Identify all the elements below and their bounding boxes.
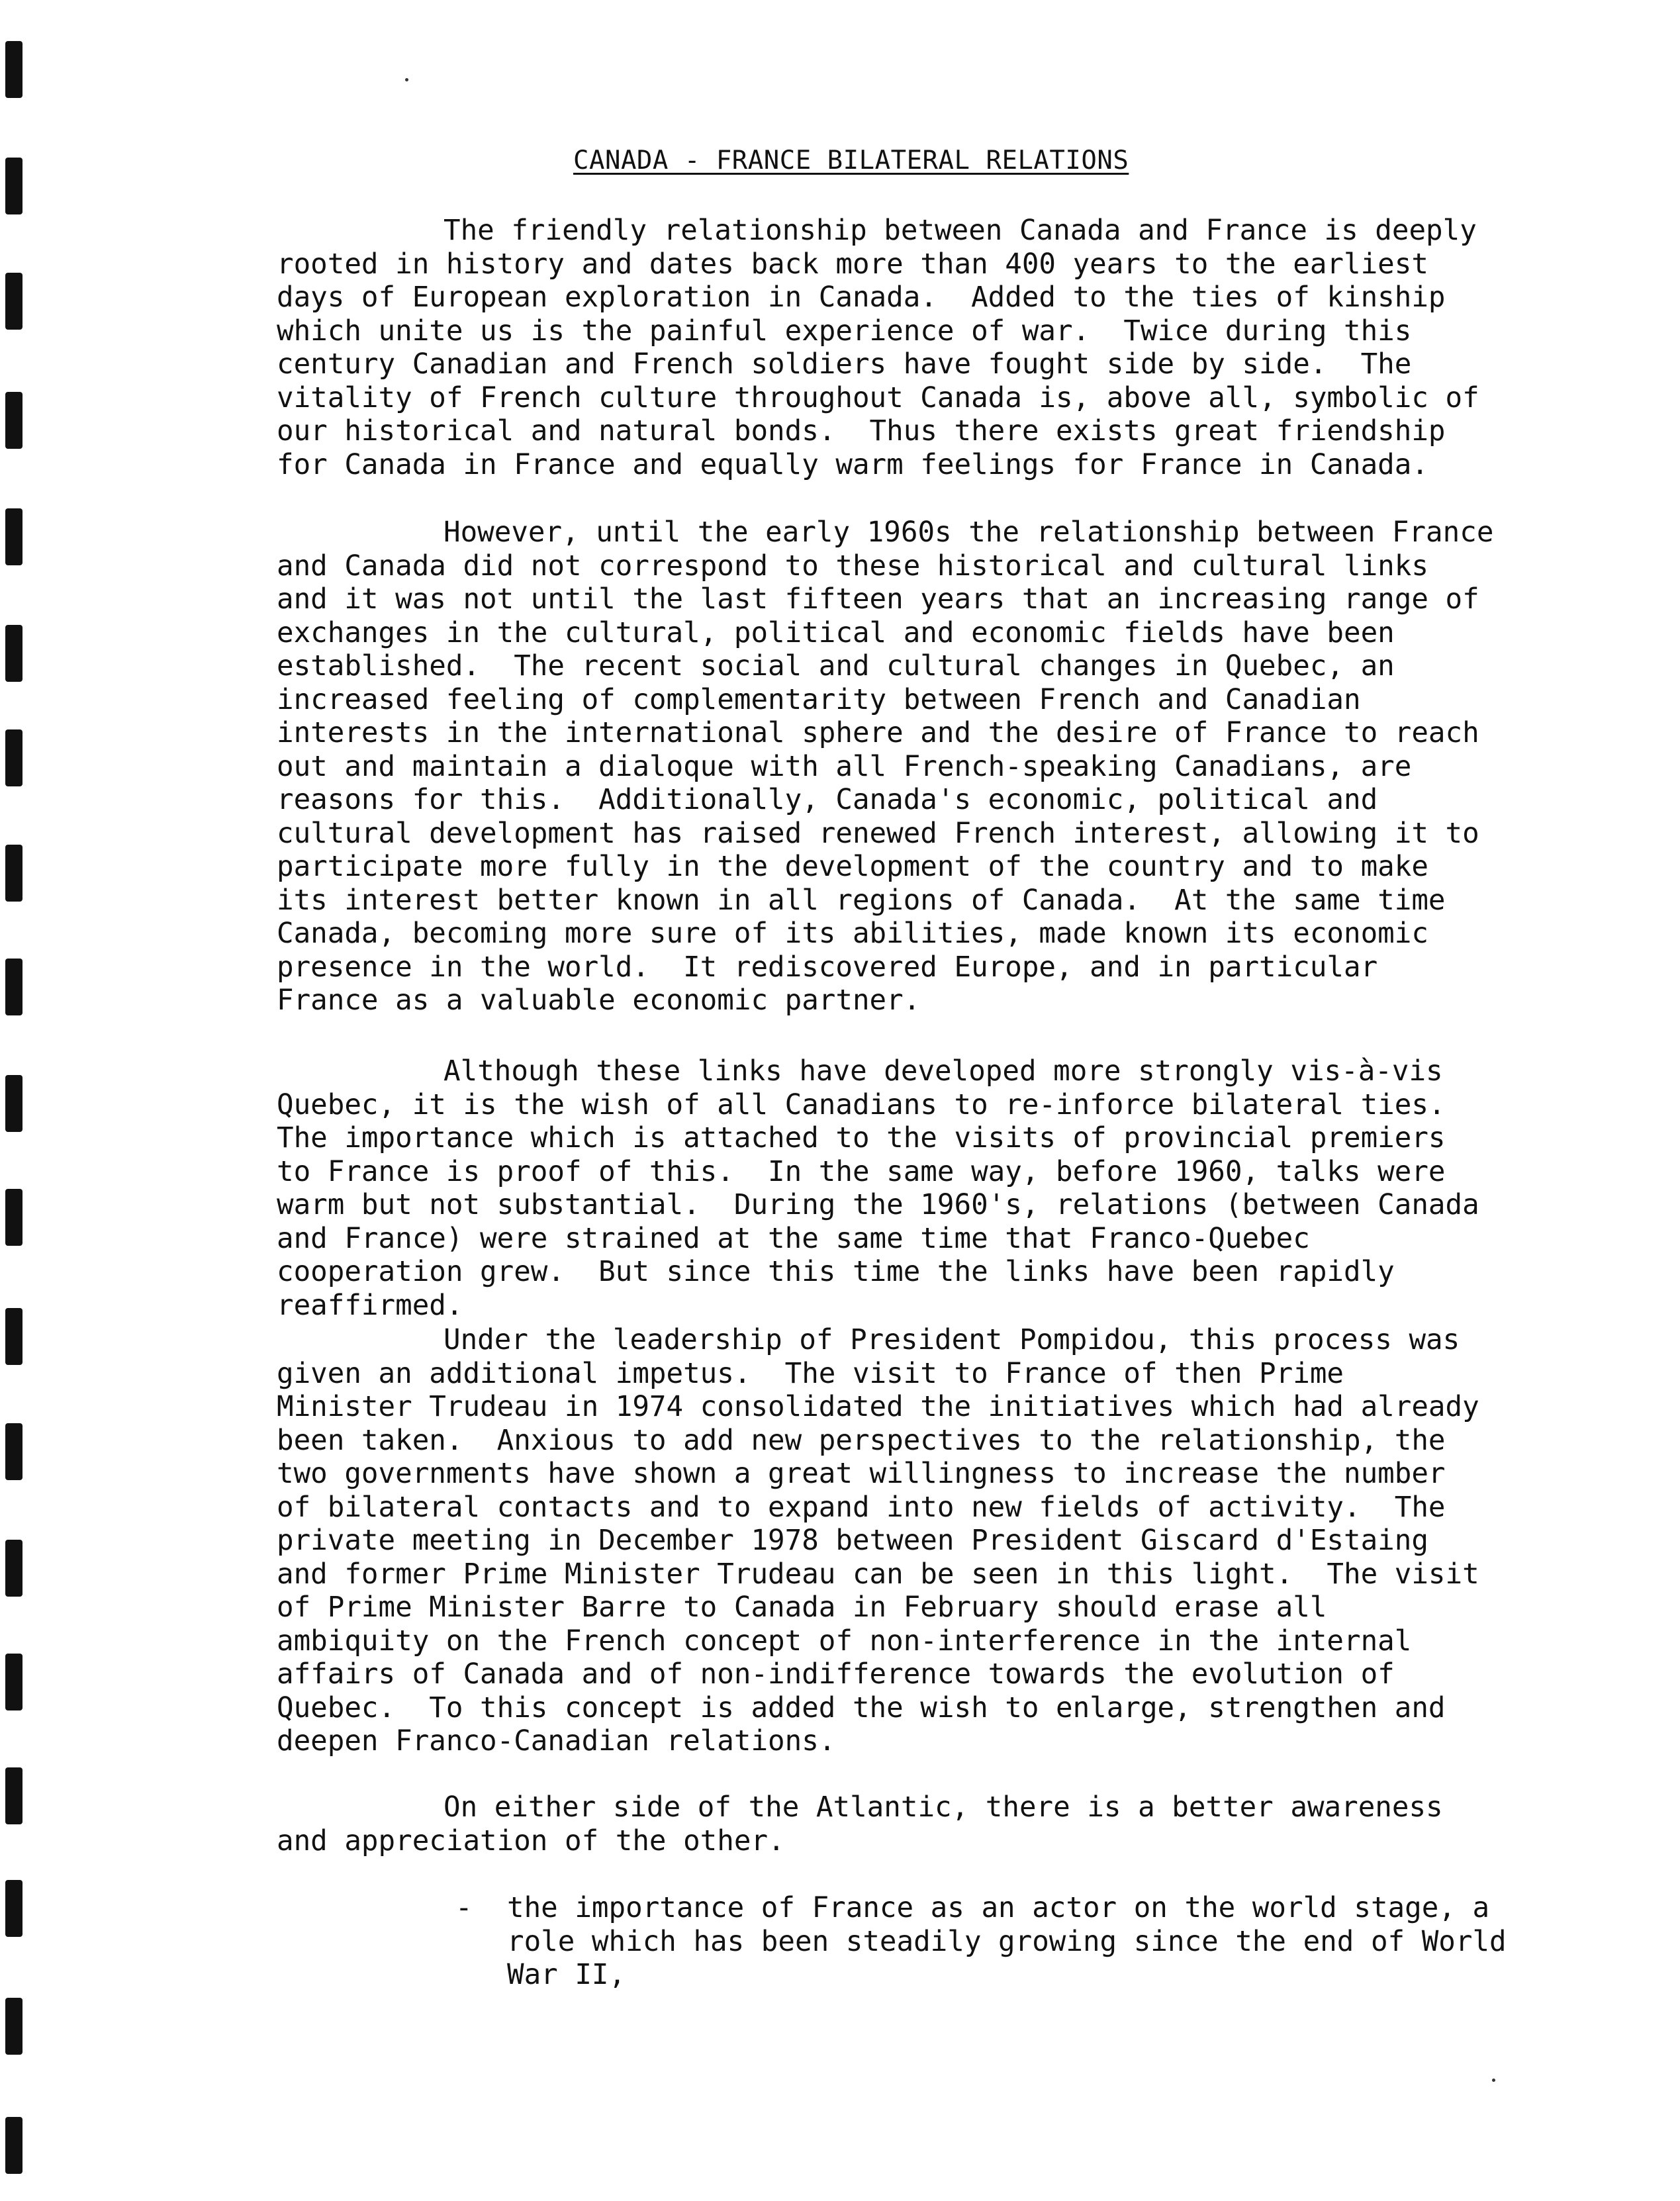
binder-hole-mark xyxy=(5,41,23,98)
binder-hole-mark xyxy=(5,508,23,565)
binder-hole-mark xyxy=(5,845,23,902)
binder-hole-mark xyxy=(5,729,23,786)
bullet-item xyxy=(455,1892,1524,2026)
binder-hole-mark xyxy=(5,959,23,1015)
binder-hole-mark xyxy=(5,392,23,449)
paragraph-3: Although these links have developed more strongly vis-à-vis Quebec, it is the wish of all Canadians to re-inforce bilateral ties. The importance which is attached to the visits of provincial premiers to France is proof of this. In the same way, before 1960, talks were warm but not substantial. During the 1960's, relations (between Canada and France) were strained at the same time that Franco-Quebec cooperation grew. But since this time the links have been rapidly reaffirmed. xyxy=(277,1055,1497,1322)
binder-hole-mark xyxy=(5,273,23,330)
bullet-text: the importance of France as an actor on the world stage, a role which has been steadily growing since the end of World War II, xyxy=(507,1892,1524,1991)
paragraph-1: The friendly relationship between Canada and France is deeply rooted in history and dates back more than 400 years to the earliest days of European exploration in Canada. Added to the ties of kinship which unite us is the painful experience of war. Twice during this century Canadian and French soldiers have fought side by side. The vitality of French culture throughout Canada is, above all, symbolic of our historical and natural bonds. Thus there exists great friendship for Canada in France and equally warm feelings for France in Canada. xyxy=(277,214,1497,481)
scan-speck xyxy=(1492,2079,1495,2082)
page-title: CANADA - FRANCE BILATERAL RELATIONS xyxy=(573,146,1129,175)
binder-hole-mark xyxy=(5,1423,23,1480)
binder-hole-mark xyxy=(5,1308,23,1365)
binder-hole-mark xyxy=(5,1654,23,1710)
binder-hole-mark xyxy=(5,2117,23,2174)
binder-hole-mark xyxy=(5,1998,23,2055)
binder-hole-mark xyxy=(5,625,23,682)
binder-hole-mark xyxy=(5,1075,23,1132)
binder-hole-mark xyxy=(5,1767,23,1824)
binder-hole-mark xyxy=(5,1189,23,1246)
binder-hole-mark xyxy=(5,1540,23,1597)
paragraph-4: Under the leadership of President Pompidou, this process was given an additional impetus. The visit to France of then Prime Minister Trudeau in 1974 consolidated the initiatives which had already been taken. Anxious to add new perspectives to the relationship, the two governments have shown a great willingness to increase the number of bilateral contacts and to expand into new fields of activity. The private meeting in December 1978 between President Giscard d'Estaing and former Prime Minister Trudeau can be seen in this light. The visit of Prime Minister Barre to Canada in February should erase all ambiquity on the French concept of non-interference in the internal affairs of Canada and of non-indifference towards the evolution of Quebec. To this concept is added the wish to enlarge, strengthen and deepen Franco-Canadian relations. xyxy=(277,1324,1497,1757)
binder-hole-mark xyxy=(5,158,23,214)
binder-hole-mark xyxy=(5,1880,23,1937)
paragraph-5: On either side of the Atlantic, there is a better awareness and appreciation of the other. xyxy=(277,1791,1460,1857)
scan-speck xyxy=(405,78,408,81)
paragraph-2: However, until the early 1960s the relationship between France and Canada did not correspond to these historical and cultural links and it was not until the last fifteen years that an increasing range of exchanges in the cultural, political and economic fields have been established. The recent social and cultural changes in Quebec, an increased feeling of complementarity between French and Canadian interests in the international sphere and the desire of France to reach out and maintain a dialoque with all French-speaking Canadians, are reasons for this. Additionally, Canada's economic, political and cultural development has raised renewed French interest, allowing it to participate more fully in the development of the country and to make its interest better known in all regions of Canada. At the same time Canada, becoming more sure of its abilities, made known its economic presence in the world. It rediscovered Europe, and in particular France as a valuable economic partner. xyxy=(277,516,1511,1017)
bullet-marker: - xyxy=(455,1892,473,1924)
